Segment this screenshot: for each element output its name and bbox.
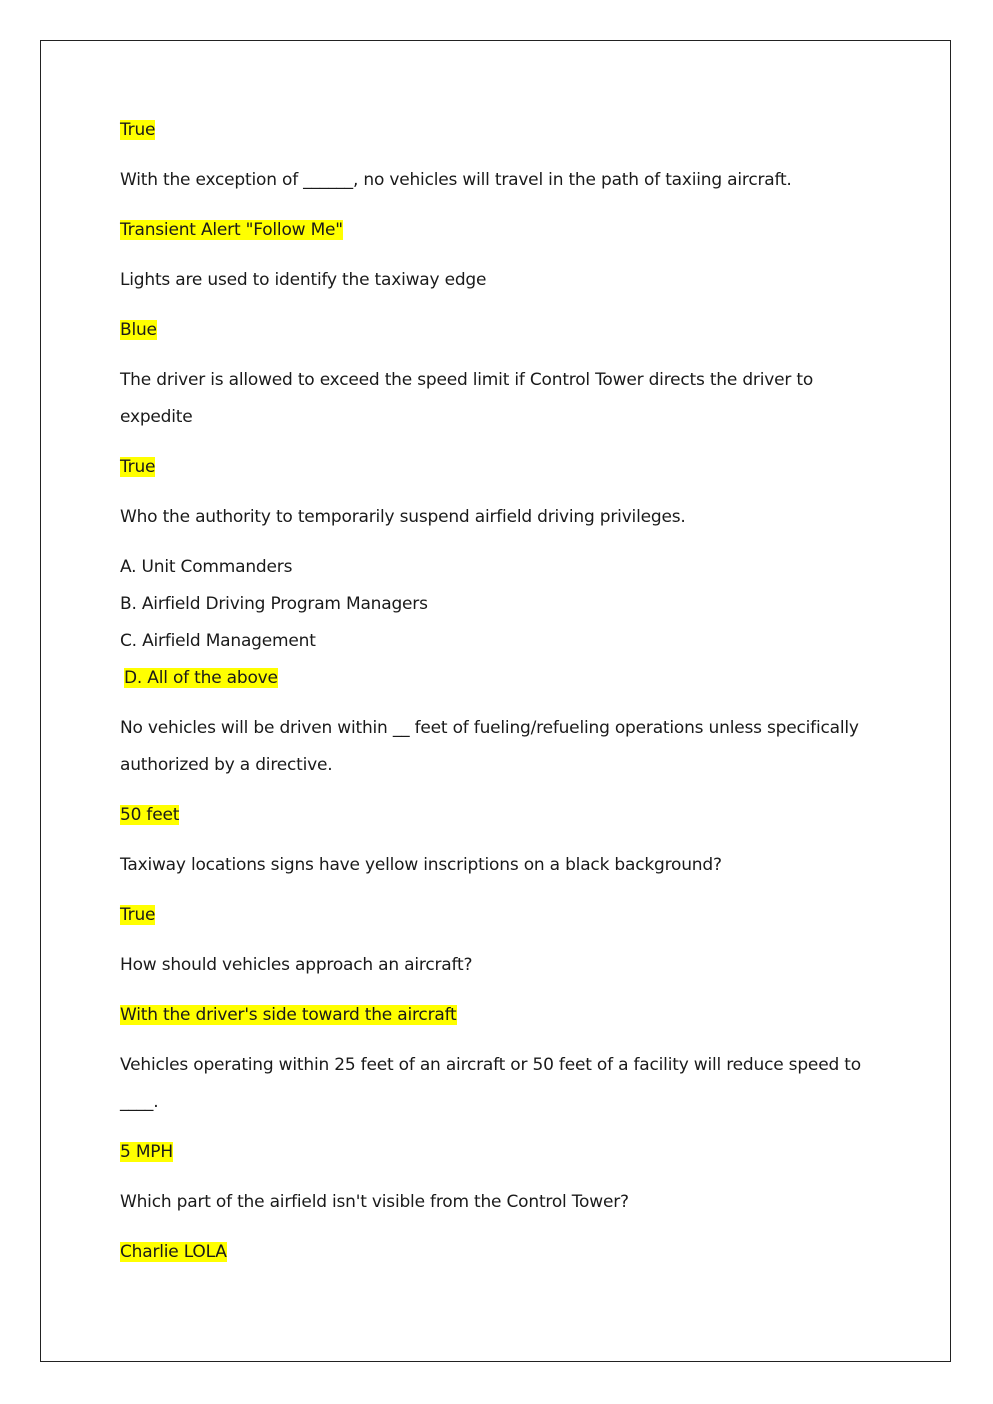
answer-8 xyxy=(120,1134,880,1171)
highlighted-answer: True xyxy=(120,120,156,140)
answer-6 xyxy=(120,897,880,934)
answer-1 xyxy=(120,112,880,149)
highlighted-answer: With the driver's side toward the aircraft xyxy=(120,1005,457,1025)
answer-9 xyxy=(120,1234,880,1271)
highlighted-answer: Transient Alert "Follow Me" xyxy=(120,220,343,240)
highlighted-answer: D. All of the above xyxy=(124,668,278,688)
answer-5 xyxy=(120,797,880,834)
option-a: A. Unit Commanders xyxy=(120,557,293,577)
answer-7 xyxy=(120,997,880,1034)
highlighted-answer: 5 MPH xyxy=(120,1142,173,1162)
highlighted-answer: 50 feet xyxy=(120,805,180,825)
question-2: Lights are used to identify the taxiway edge xyxy=(120,270,487,290)
highlighted-answer: Blue xyxy=(120,320,157,340)
question-3: The driver is allowed to exceed the speed limit if Control Tower directs the driver to expedite xyxy=(120,370,814,427)
option-d xyxy=(120,660,880,697)
option-b: B. Airfield Driving Program Managers xyxy=(120,594,428,614)
highlighted-answer: True xyxy=(120,457,156,477)
question-6: Taxiway locations signs have yellow inscriptions on a black background? xyxy=(120,855,722,875)
question-4: Who the authority to temporarily suspend airfield driving privileges. xyxy=(120,507,686,527)
question-8: Vehicles operating within 25 feet of an aircraft or 50 feet of a facility will reduce speed to ____. xyxy=(120,1055,861,1112)
question-9: Which part of the airfield isn't visible from the Control Tower? xyxy=(120,1192,629,1212)
answer-2 xyxy=(120,212,880,249)
answer-4 xyxy=(120,449,880,486)
question-7: How should vehicles approach an aircraft? xyxy=(120,955,473,975)
question-5: No vehicles will be driven within __ feet of fueling/refueling operations unless specifically authorized by a directive. xyxy=(120,718,859,775)
answer-3 xyxy=(120,312,880,349)
highlighted-answer: True xyxy=(120,905,156,925)
option-c: C. Airfield Management xyxy=(120,631,316,651)
highlighted-answer: Charlie LOLA xyxy=(120,1242,227,1262)
question-1: With the exception of ______, no vehicles will travel in the path of taxiing aircraft. xyxy=(120,170,792,190)
document-body xyxy=(120,112,880,1284)
